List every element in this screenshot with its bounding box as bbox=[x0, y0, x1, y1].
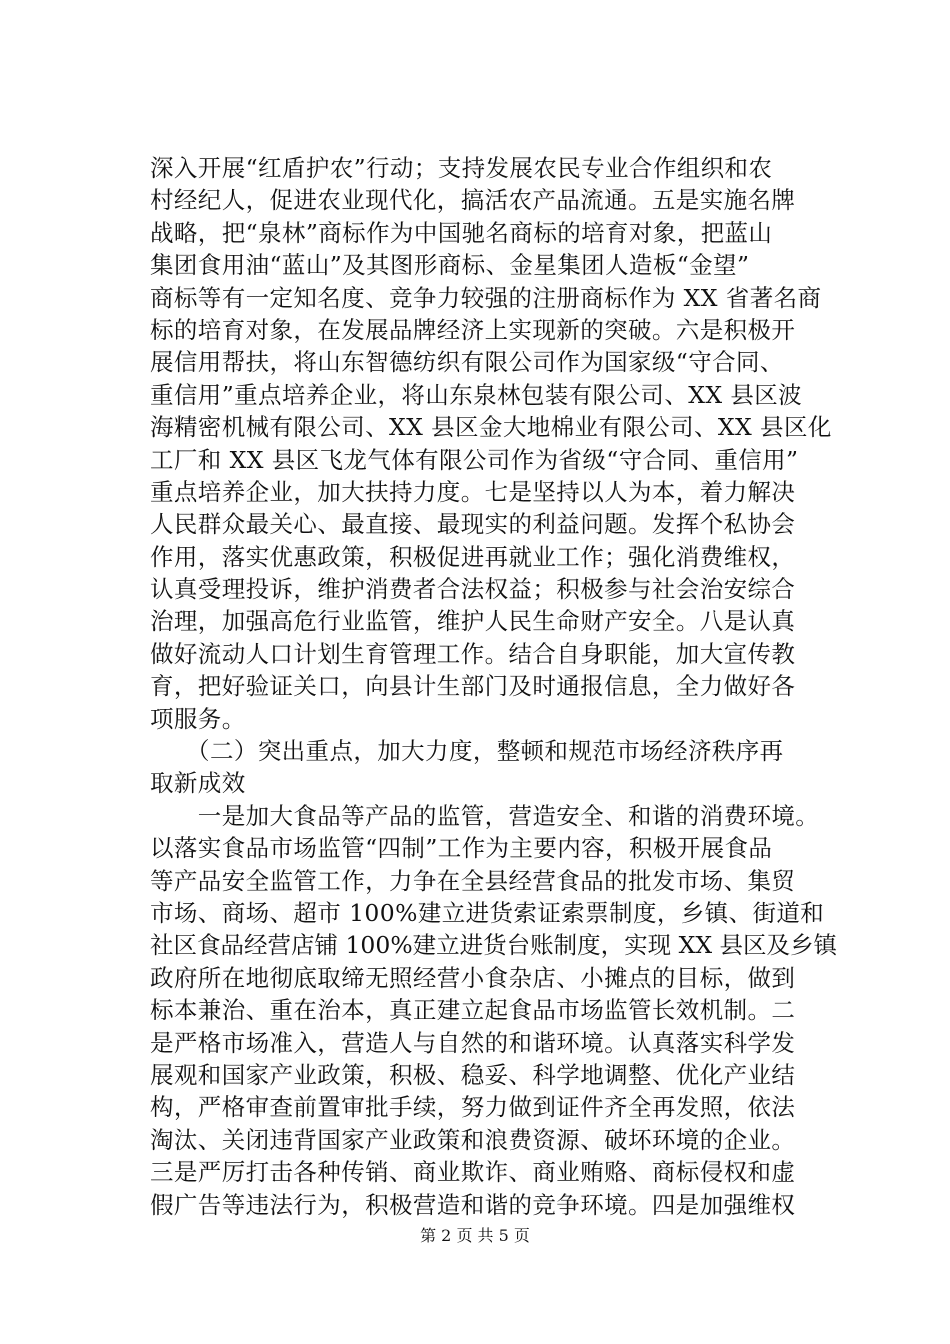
text-line: 淘汰、关闭违背国家产业政策和浪费资源、破坏环境的企业。 bbox=[150, 1125, 796, 1154]
text-line: 项服务。 bbox=[150, 704, 246, 733]
text-line: 作用，落实优惠政策，积极促进再就业工作；强化消费维权， bbox=[150, 542, 796, 571]
text-line: 重信用”重点培养企业，将山东泉林包装有限公司、XX 县区波 bbox=[150, 380, 803, 409]
text-line: 三是严厉打击各种传销、商业欺诈、商业贿赂、商标侵权和虚 bbox=[150, 1158, 796, 1187]
text-line: 工厂和 XX 县区飞龙气体有限公司作为省级“守合同、重信用” bbox=[150, 445, 799, 474]
text-line: 战略，把“泉林”商标作为中国驰名商标的培育对象，把蓝山 bbox=[150, 218, 773, 247]
text-line: 假广告等违法行为，积极营造和谐的竞争环境。四是加强维权 bbox=[150, 1190, 796, 1219]
text-line: 构，严格审查前置审批手续，努力做到证件齐全再发照，依法 bbox=[150, 1093, 796, 1122]
body-text bbox=[150, 152, 840, 1221]
section-heading-line: 取新成效 bbox=[150, 769, 246, 798]
text-line: 治理，加强高危行业监管，维护人民生命财产安全。八是认真 bbox=[150, 607, 796, 636]
text-line: 商标等有一定知名度、竞争力较强的注册商标作为 XX 省著名商 bbox=[150, 283, 822, 312]
text-line: 一是加大食品等产品的监管，营造安全、和谐的消费环境。 bbox=[150, 801, 820, 830]
text-line: 集团食用油“蓝山”及其图形商标、金星集团人造板“金望” bbox=[150, 251, 750, 280]
text-line: 社区食品经营店铺 100%建立进货台账制度，实现 XX 县区及乡镇 bbox=[150, 931, 838, 960]
text-line: 海精密机械有限公司、XX 县区金大地棉业有限公司、XX 县区化 bbox=[150, 413, 832, 442]
text-line: 村经纪人，促进农业现代化，搞活农产品流通。五是实施名牌 bbox=[150, 186, 796, 215]
text-line: 展信用帮扶，将山东智德纺织有限公司作为国家级“守合同、 bbox=[150, 348, 784, 377]
text-line: 以落实食品市场监管“四制”工作为主要内容，积极开展食品 bbox=[150, 834, 773, 863]
text-line: 育，把好验证关口，向县计生部门及时通报信息，全力做好各 bbox=[150, 672, 796, 701]
text-line: 人民群众最关心、最直接、最现实的利益问题。发挥个私协会 bbox=[150, 510, 796, 539]
text-line: 政府所在地彻底取缔无照经营小食杂店、小摊点的目标，做到 bbox=[150, 963, 796, 992]
text-line: 认真受理投诉，维护消费者合法权益；积极参与社会治安综合 bbox=[150, 575, 796, 604]
section-heading-line: （二）突出重点，加大力度，整顿和规范市场经济秩序再 bbox=[150, 737, 784, 766]
text-line: 标本兼治、重在治本，真正建立起食品市场监管长效机制。二 bbox=[150, 996, 796, 1025]
text-line: 做好流动人口计划生育管理工作。结合自身职能，加大宣传教 bbox=[150, 639, 796, 668]
text-line: 深入开展“红盾护农”行动；支持发展农民专业合作组织和农 bbox=[150, 154, 773, 182]
text-line: 市场、商场、超市 100%建立进货索证索票制度，乡镇、街道和 bbox=[150, 898, 825, 927]
page-number-footer: 第 2 页 共 5 页 bbox=[420, 1226, 530, 1245]
text-line: 等产品安全监管工作，力争在全县经营食品的批发市场、集贸 bbox=[150, 866, 796, 895]
text-line: 展观和国家产业政策，积极、稳妥、科学地调整、优化产业结 bbox=[150, 1060, 796, 1089]
text-line: 标的培育对象，在发展品牌经济上实现新的突破。六是积极开 bbox=[150, 315, 796, 344]
text-line: 是严格市场准入，营造人与自然的和谐环境。认真落实科学发 bbox=[150, 1028, 796, 1057]
text-line: 重点培养企业，加大扶持力度。七是坚持以人为本，着力解决 bbox=[150, 477, 796, 506]
